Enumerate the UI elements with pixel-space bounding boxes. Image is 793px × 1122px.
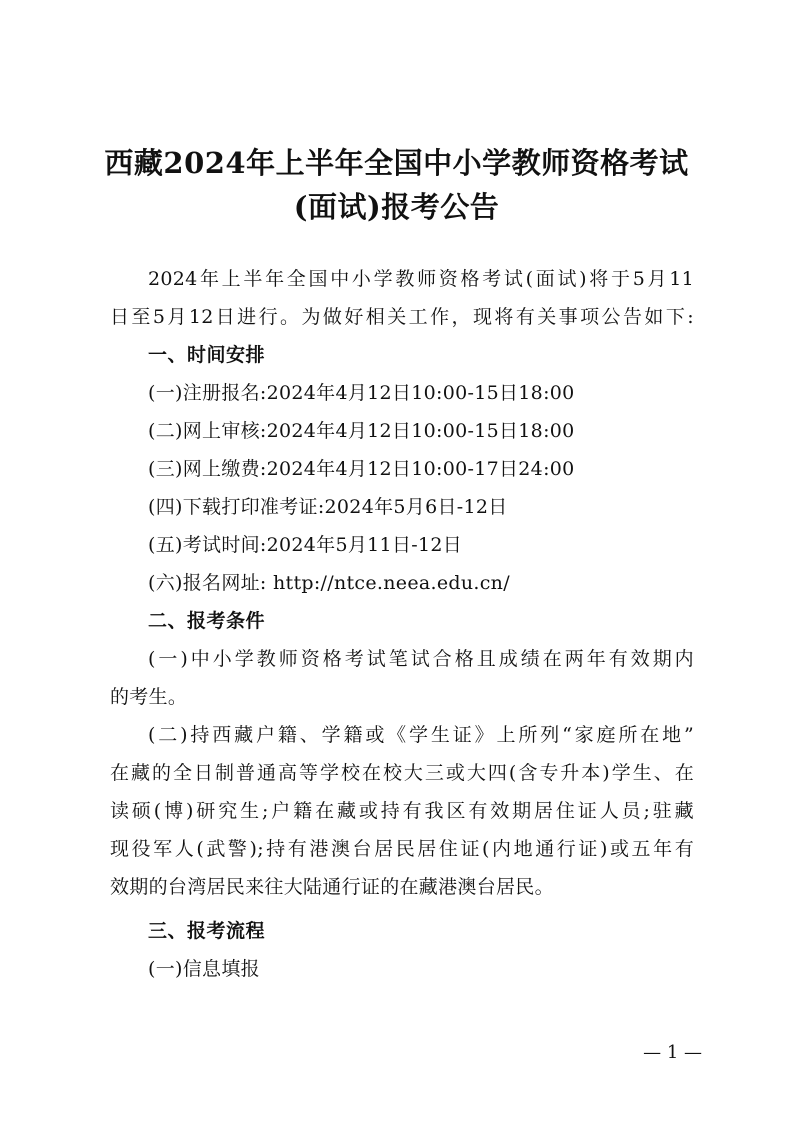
condition-2-line-4: 现役军人(武警);持有港澳台居民居住证(内地通行证)或五年有 bbox=[110, 838, 694, 860]
page-number: — 1 — bbox=[643, 1042, 702, 1063]
schedule-item-exam-time: (五)考试时间:2024年5月11日-12日 bbox=[148, 534, 463, 556]
section-heading-conditions: 二、报考条件 bbox=[148, 610, 266, 632]
condition-2-line-3: 读硕(博)研究生;户籍在藏或持有我区有效期居住证人员;驻藏 bbox=[110, 800, 694, 822]
condition-2-line-2: 在藏的全日制普通高等学校在校大三或大四(含专升本)学生、在 bbox=[110, 762, 694, 784]
schedule-item-registration: (一)注册报名:2024年4月12日10:00-15日18:00 bbox=[148, 382, 575, 404]
schedule-item-admission-ticket: (四)下载打印准考证:2024年5月6日-12日 bbox=[148, 496, 508, 518]
condition-1-line-2: 的考生。 bbox=[110, 686, 188, 708]
condition-2-line-5: 效期的台湾居民来往大陆通行证的在藏港澳台居民。 bbox=[110, 876, 554, 898]
section-heading-schedule: 一、时间安排 bbox=[148, 344, 266, 366]
page-title-line-2: (面试)报考公告 bbox=[293, 190, 500, 224]
condition-1-line-1: (一)中小学教师资格考试笔试合格且成绩在两年有效期内 bbox=[148, 648, 694, 670]
schedule-item-review: (二)网上审核:2024年4月12日10:00-15日18:00 bbox=[148, 420, 575, 442]
intro-line-1: 2024年上半年全国中小学教师资格考试(面试)将于5月11 bbox=[148, 268, 694, 290]
schedule-item-payment: (三)网上缴费:2024年4月12日10:00-17日24:00 bbox=[148, 458, 575, 480]
section-heading-process: 三、报考流程 bbox=[148, 920, 266, 942]
condition-2-line-1: (二)持西藏户籍、学籍或《学生证》上所列“家庭所在地” bbox=[148, 724, 694, 746]
process-item-info-entry: (一)信息填报 bbox=[148, 958, 260, 980]
schedule-item-website: (六)报名网址: http://ntce.neea.edu.cn/ bbox=[148, 572, 510, 594]
page-title-line-1: 西藏2024年上半年全国中小学教师资格考试 bbox=[104, 146, 689, 180]
intro-line-2: 日至5月12日进行。为做好相关工作，现将有关事项公告如下: bbox=[110, 306, 694, 328]
